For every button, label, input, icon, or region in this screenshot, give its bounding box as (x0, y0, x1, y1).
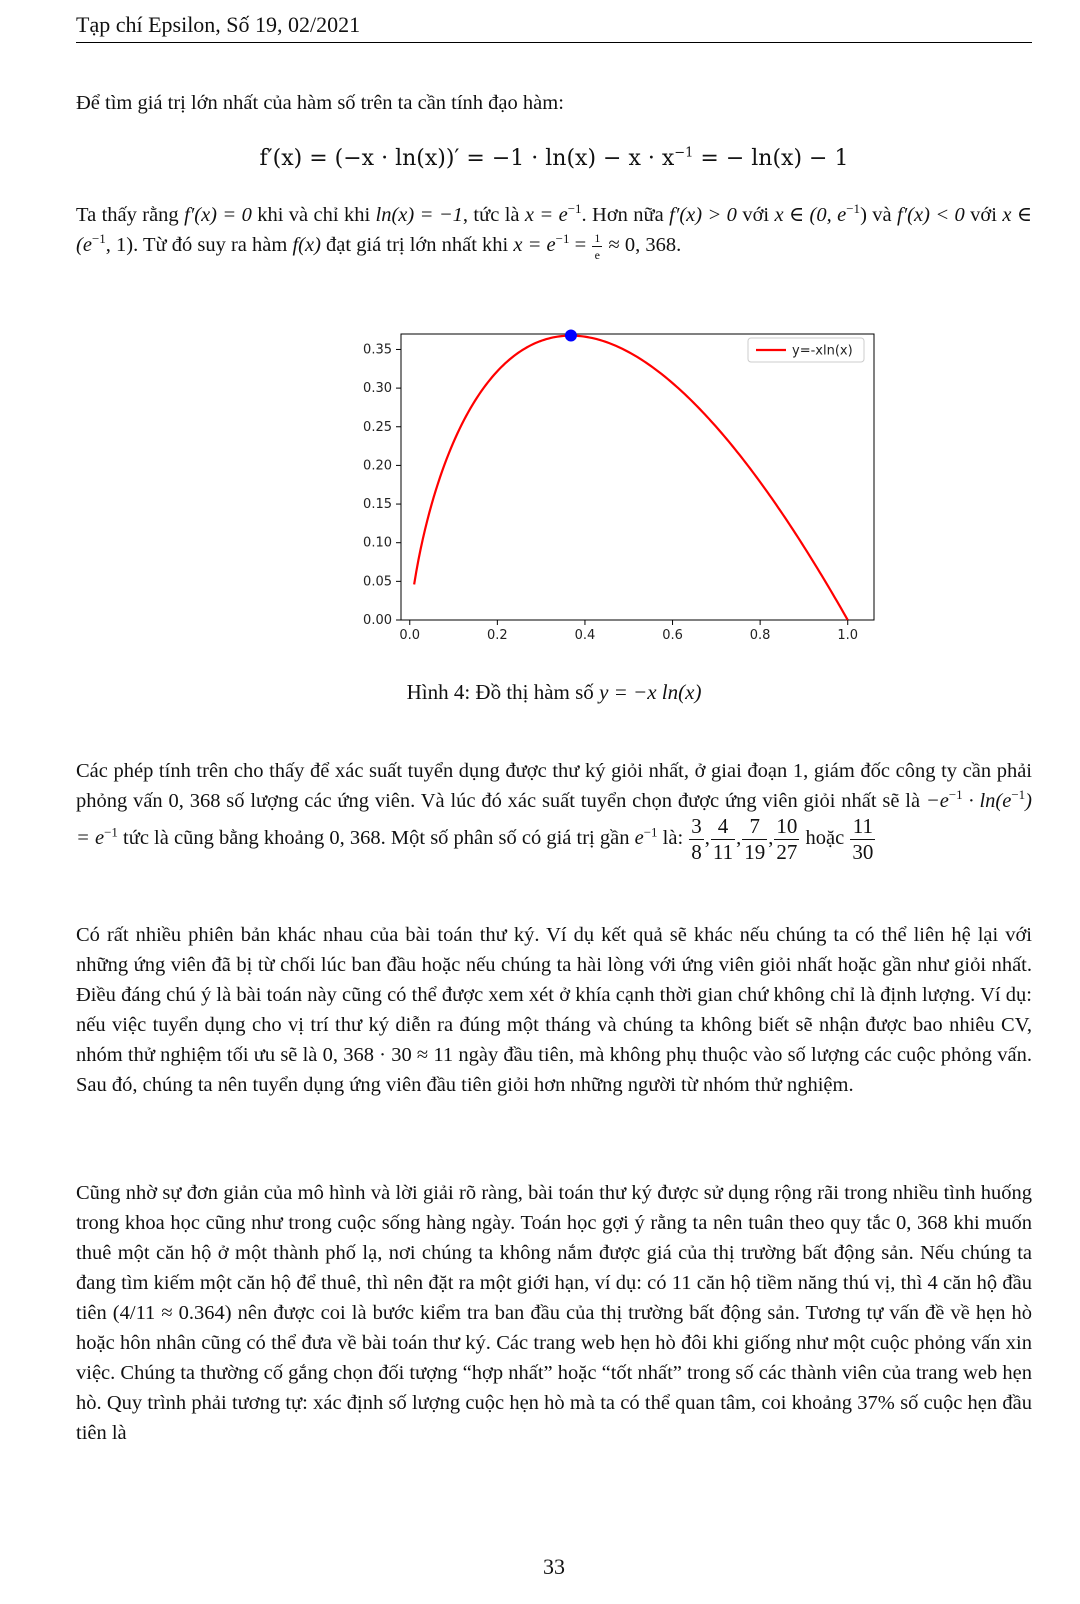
y-tick-label: 0.35 (363, 342, 392, 358)
analysis-math: x ∈ (e (76, 204, 1032, 256)
fraction-denominator: 30 (852, 840, 874, 864)
function-chart (276, 322, 1016, 667)
analysis-math: f′(x) > 0 (669, 204, 737, 226)
fraction-numerator: 7 (742, 816, 767, 840)
paragraph-applications: Cũng nhờ sự đơn giản của mô hình và lời giải rõ ràng, bài toán thư ký được sử dụng rộng rãi trong nhiều tình huống trong khoa học cũng như trong cuộc sống hàng ngày. Toán học gợi ý rằng ta nên tuân theo quy tắc 0, 368 khi muốn thuê một căn hộ ở một thành phố lạ, nơi chúng ta không nắm được giá của thị trường bất động sản. Nếu chúng ta đang tìm kiếm một căn hộ để thuê, thì nên đặt ra một giới hạn, ví dụ: có 11 căn hộ tiềm năng thú vị, thì 4 căn hộ đầu tiên (4/11 ≈ 0.364) nên được coi là bước kiểm tra ban đầu của thị trường bất động sản. Tương tự vấn đề về hẹn hò hoặc hôn nhân cũng có thể đưa về bài toán thư ký. Các trang web hẹn hò đôi khi giống như một cuộc phỏng vấn xin việc. Chúng ta thường cố gắng chọn đối tượng “hợp nhất” hoặc “tốt nhất” trong số các thành viên của trang web hẹn hò. Quy trình phải tương tự: xác định số lượng cuộc hẹn hò mà ta có thể quan tâm, coi khoảng 37% số cuộc hẹn đầu tiên là (76, 1182, 1032, 1444)
analysis-math: ln(x) = −1 (375, 204, 463, 226)
y-tick-label: 0.25 (363, 419, 392, 435)
analysis-text: , tức là (462, 204, 525, 226)
paragraph-text: là: (657, 827, 689, 850)
fraction-item (742, 816, 767, 863)
derivative-result: = − ln(x) − 1 (693, 146, 849, 171)
legend-label: y=-xln(x) (792, 343, 853, 359)
paragraph-exponent: −1 (104, 824, 118, 840)
analysis-text: . Hơn nữa (581, 204, 670, 226)
fraction-denominator: 19 (744, 840, 766, 864)
analysis-text: với (964, 204, 1003, 226)
fraction-denominator: 8 (691, 840, 702, 864)
fraction-numerator: 1 (594, 230, 601, 245)
fraction-denominator: 27 (776, 840, 798, 864)
paragraph-math: −e (925, 790, 949, 812)
fraction-denominator: 11 (712, 840, 734, 864)
analysis-text: ≈ 0, 368. (603, 234, 682, 256)
x-tick-label: 0.8 (749, 628, 771, 643)
fraction-item (774, 816, 799, 863)
fraction-item (689, 816, 704, 863)
analysis-text: Ta thấy rằng (76, 204, 185, 226)
y-tick-label: 0.05 (363, 574, 392, 590)
analysis-math: f′(x) < 0 (897, 204, 965, 226)
fraction-numerator: 3 (691, 814, 702, 838)
series-line-y-xlnx (414, 336, 848, 620)
caption-text: Hình 4: Đồ thị hàm số (406, 680, 600, 704)
analysis-exponent: −1 (555, 231, 570, 247)
x-tick-label: 1.0 (837, 628, 859, 643)
fraction-separator: , (768, 827, 774, 850)
paragraph-interview-ratio (76, 756, 1032, 863)
figure-caption (76, 680, 1032, 705)
one-over-e-fraction (592, 232, 602, 261)
analysis-exponent: −1 (567, 201, 582, 217)
fraction-item (711, 816, 735, 863)
fraction-separator: , (704, 827, 710, 850)
y-tick-label: 0.10 (363, 535, 392, 551)
analysis-exponent: −1 (846, 201, 861, 217)
paragraph-exponent: −1 (1011, 787, 1026, 803)
page-number: 33 (543, 1554, 565, 1579)
paragraph-text: hoặc (805, 827, 845, 850)
fraction-numerator: 4 (711, 816, 735, 840)
analysis-text: đạt giá trị lớn nhất khi (320, 234, 514, 256)
y-tick-label: 0.00 (363, 613, 392, 628)
fraction-numerator: 10 (776, 814, 798, 838)
x-tick-label: 0.6 (662, 628, 683, 643)
analysis-math: f′(x) = 0 (184, 204, 252, 226)
paragraph-variants: Có rất nhiều phiên bản khác nhau của bài toán thư ký. Ví dụ kết quả sẽ khác nếu chúng ta có thể liên hệ lại với những ứng viên đã bị từ chối lúc ban đầu hoặc nếu chúng ta hài lòng với ứng viên giỏi nhất hoặc gần như giỏi nhất. Điều đáng chú ý là bài toán này cũng có thể được xem xét ở khía cạnh thời gian chứ không chỉ là định lượng. Ví dụ: nếu việc tuyển dụng cho vị trí thư ký diễn ra đúng một tháng và chúng ta không biết sẽ nhận được bao nhiêu CV, nhóm thử nghiệm tối ưu sẽ là 0, 368 · 30 ≈ 11 ngày đầu tiên, mà không phụ thuộc vào số lượng các cuộc phỏng vấn. Sau đó, chúng ta nên tuyển dụng ứng viên đầu tiên giỏi hơn những người từ nhóm thử nghiệm. (76, 924, 1032, 1096)
caption-math: y = −x ln(x) (599, 680, 702, 704)
analysis-math: x = e (513, 234, 556, 256)
fraction-denominator: e (594, 247, 600, 262)
derivative-formula (76, 146, 1032, 171)
x-tick-label: 0.2 (487, 628, 508, 643)
analysis-math: f(x) (292, 234, 321, 256)
paragraph-text: Các phép tính trên cho thấy để xác suất tuyển dụng được thư ký giỏi nhất, ở giai đoạn 1, giám đốc công ty cần phải phỏng vấn 0, 368 số lượng các ứng viên. Và lúc đó xác suất tuyển chọn được ứng viên giỏi nhất sẽ là (76, 760, 1032, 812)
analysis-text: , 1). Từ đó suy ra hàm (105, 234, 293, 256)
maximum-point-marker (565, 330, 577, 342)
x-tick-label: 0.0 (399, 628, 421, 643)
analysis-text: với (736, 204, 775, 226)
paragraph-math: · ln(e (962, 790, 1012, 812)
analysis-text: = (569, 234, 592, 256)
derivative-expression: f′(x) = (−x · ln(x))′ = −1 · ln(x) − x · x (259, 146, 675, 171)
derivative-exponent: −1 (674, 145, 694, 161)
y-tick-label: 0.15 (363, 497, 392, 513)
analysis-exponent: −1 (91, 231, 106, 247)
journal-header: Tạp chí Epsilon, Số 19, 02/2021 (76, 12, 1032, 43)
paragraph-math: e (634, 827, 644, 850)
analysis-math: x ∈ (0, e (774, 204, 847, 226)
y-tick-label: 0.30 (363, 381, 392, 397)
y-tick-label: 0.20 (363, 458, 392, 474)
analysis-text: ) và (860, 204, 897, 226)
fraction-separator: , (736, 827, 742, 850)
fraction-numerator: 11 (850, 816, 875, 840)
analysis-paragraph (76, 200, 1032, 261)
fraction-list (688, 814, 800, 864)
plot-frame (401, 334, 874, 620)
paragraph-exponent: −1 (643, 824, 658, 840)
x-tick-label: 0.4 (574, 628, 596, 643)
analysis-text: khi và chỉ khi (251, 204, 376, 226)
intro-text: Để tìm giá trị lớn nhất của hàm số trên ta cần tính đạo hàm: (76, 92, 564, 114)
paragraph-text: tức là cũng bằng khoảng 0, 368. Một số phân số có giá trị gần (117, 827, 635, 850)
fraction-eleven-thirtieths (850, 816, 875, 863)
analysis-math: x = e (524, 204, 568, 226)
paragraph-exponent: −1 (948, 787, 963, 803)
paragraph-math: ) = e (76, 790, 1032, 850)
